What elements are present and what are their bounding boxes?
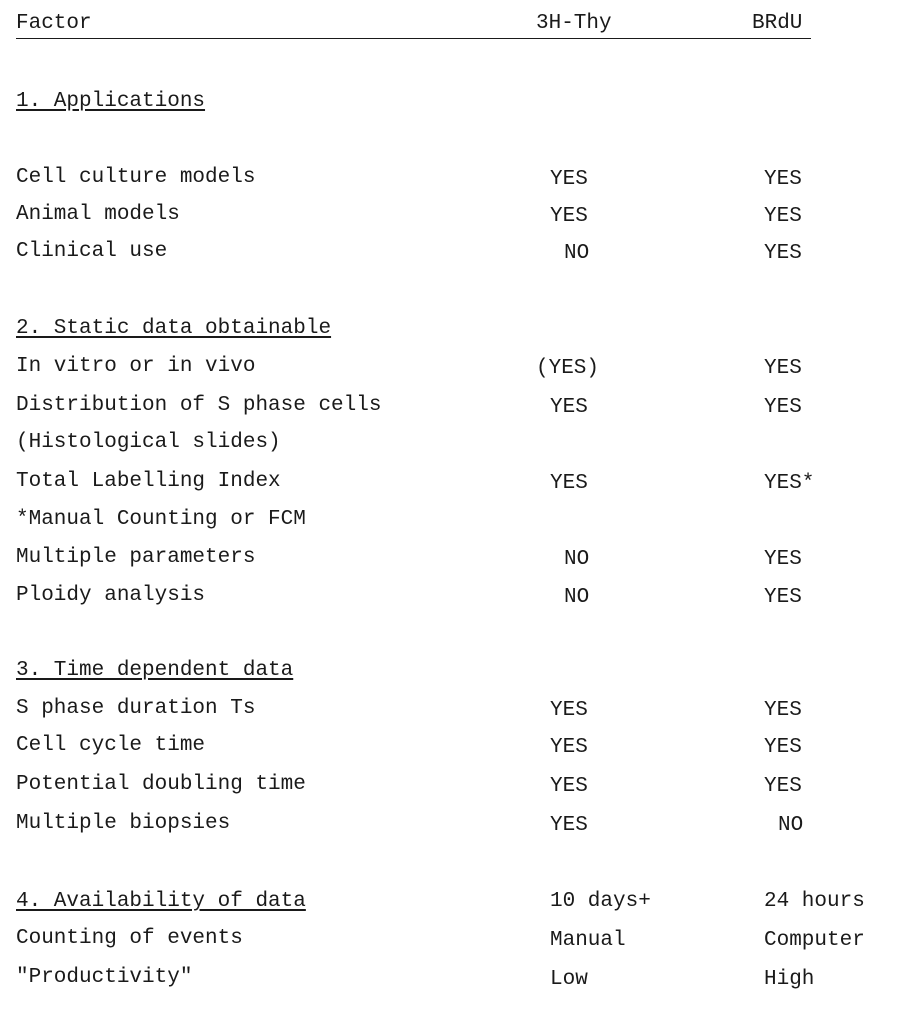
row-label: Multiple biopsies xyxy=(16,812,231,835)
row-value-brdu: YES xyxy=(764,168,802,191)
row-value-3h-thy: YES xyxy=(550,699,588,722)
header-col-brdu: BRdU xyxy=(752,12,803,35)
header-rule xyxy=(16,38,811,39)
row-label: Counting of events xyxy=(16,927,243,950)
row-value-3h-thy: YES xyxy=(550,775,588,798)
row-value-brdu: YES xyxy=(764,736,802,759)
row-value-3h-thy: YES xyxy=(550,814,588,837)
row-value-3h-thy: NO xyxy=(564,242,590,265)
row-label: Animal models xyxy=(16,203,180,226)
row-value-3h-thy: YES xyxy=(550,472,588,495)
row-value-3h-thy: NO xyxy=(564,586,590,609)
row-value-brdu: YES xyxy=(764,775,802,798)
row-value-3h-thy: 10 days+ xyxy=(550,890,651,913)
row-label: "Productivity" xyxy=(16,966,193,989)
row-value-3h-thy: NO xyxy=(564,548,590,571)
row-value-brdu: YES xyxy=(764,357,802,380)
row-value-3h-thy: YES xyxy=(550,205,588,228)
header-col-3h-thy: 3H-Thy xyxy=(536,12,612,35)
row-label: (Histological slides) xyxy=(16,431,281,454)
section-title-applications: 1. Applications xyxy=(16,90,206,113)
row-value-3h-thy: YES xyxy=(550,396,588,419)
row-label: Cell culture models xyxy=(16,166,256,189)
section-title-static-data: 2. Static data obtainable xyxy=(16,317,332,340)
row-value-brdu: 24 hours xyxy=(764,890,865,913)
row-label: Ploidy analysis xyxy=(16,584,206,607)
header-factor: Factor xyxy=(16,12,92,35)
row-label: In vitro or in vivo xyxy=(16,355,256,378)
row-label: Distribution of S phase cells xyxy=(16,394,382,417)
row-label: Potential doubling time xyxy=(16,773,306,796)
row-value-3h-thy: (YES) xyxy=(536,357,600,380)
row-value-brdu: YES xyxy=(764,396,802,419)
row-value-brdu: YES xyxy=(764,586,802,609)
row-value-3h-thy: Manual xyxy=(550,929,626,952)
row-label: Cell cycle time xyxy=(16,734,206,757)
row-value-brdu: High xyxy=(764,968,815,991)
row-label: Total Labelling Index xyxy=(16,470,281,493)
row-value-brdu: YES xyxy=(764,548,802,571)
row-value-brdu: YES xyxy=(764,242,802,265)
row-label: Clinical use xyxy=(16,240,168,263)
section-title-availability: 4. Availability of data xyxy=(16,890,306,913)
row-label: Multiple parameters xyxy=(16,546,256,569)
row-value-3h-thy: Low xyxy=(550,968,588,991)
row-label: S phase duration Ts xyxy=(16,697,256,720)
row-value-3h-thy: YES xyxy=(550,736,588,759)
section-title-time-dependent: 3. Time dependent data xyxy=(16,659,294,682)
row-value-3h-thy: YES xyxy=(550,168,588,191)
row-value-brdu: NO xyxy=(778,814,804,837)
row-value-brdu: YES* xyxy=(764,472,815,495)
row-label-footnote: *Manual Counting or FCM xyxy=(16,508,306,531)
row-value-brdu: Computer xyxy=(764,929,865,952)
row-value-brdu: YES xyxy=(764,205,802,228)
row-value-brdu: YES xyxy=(764,699,802,722)
